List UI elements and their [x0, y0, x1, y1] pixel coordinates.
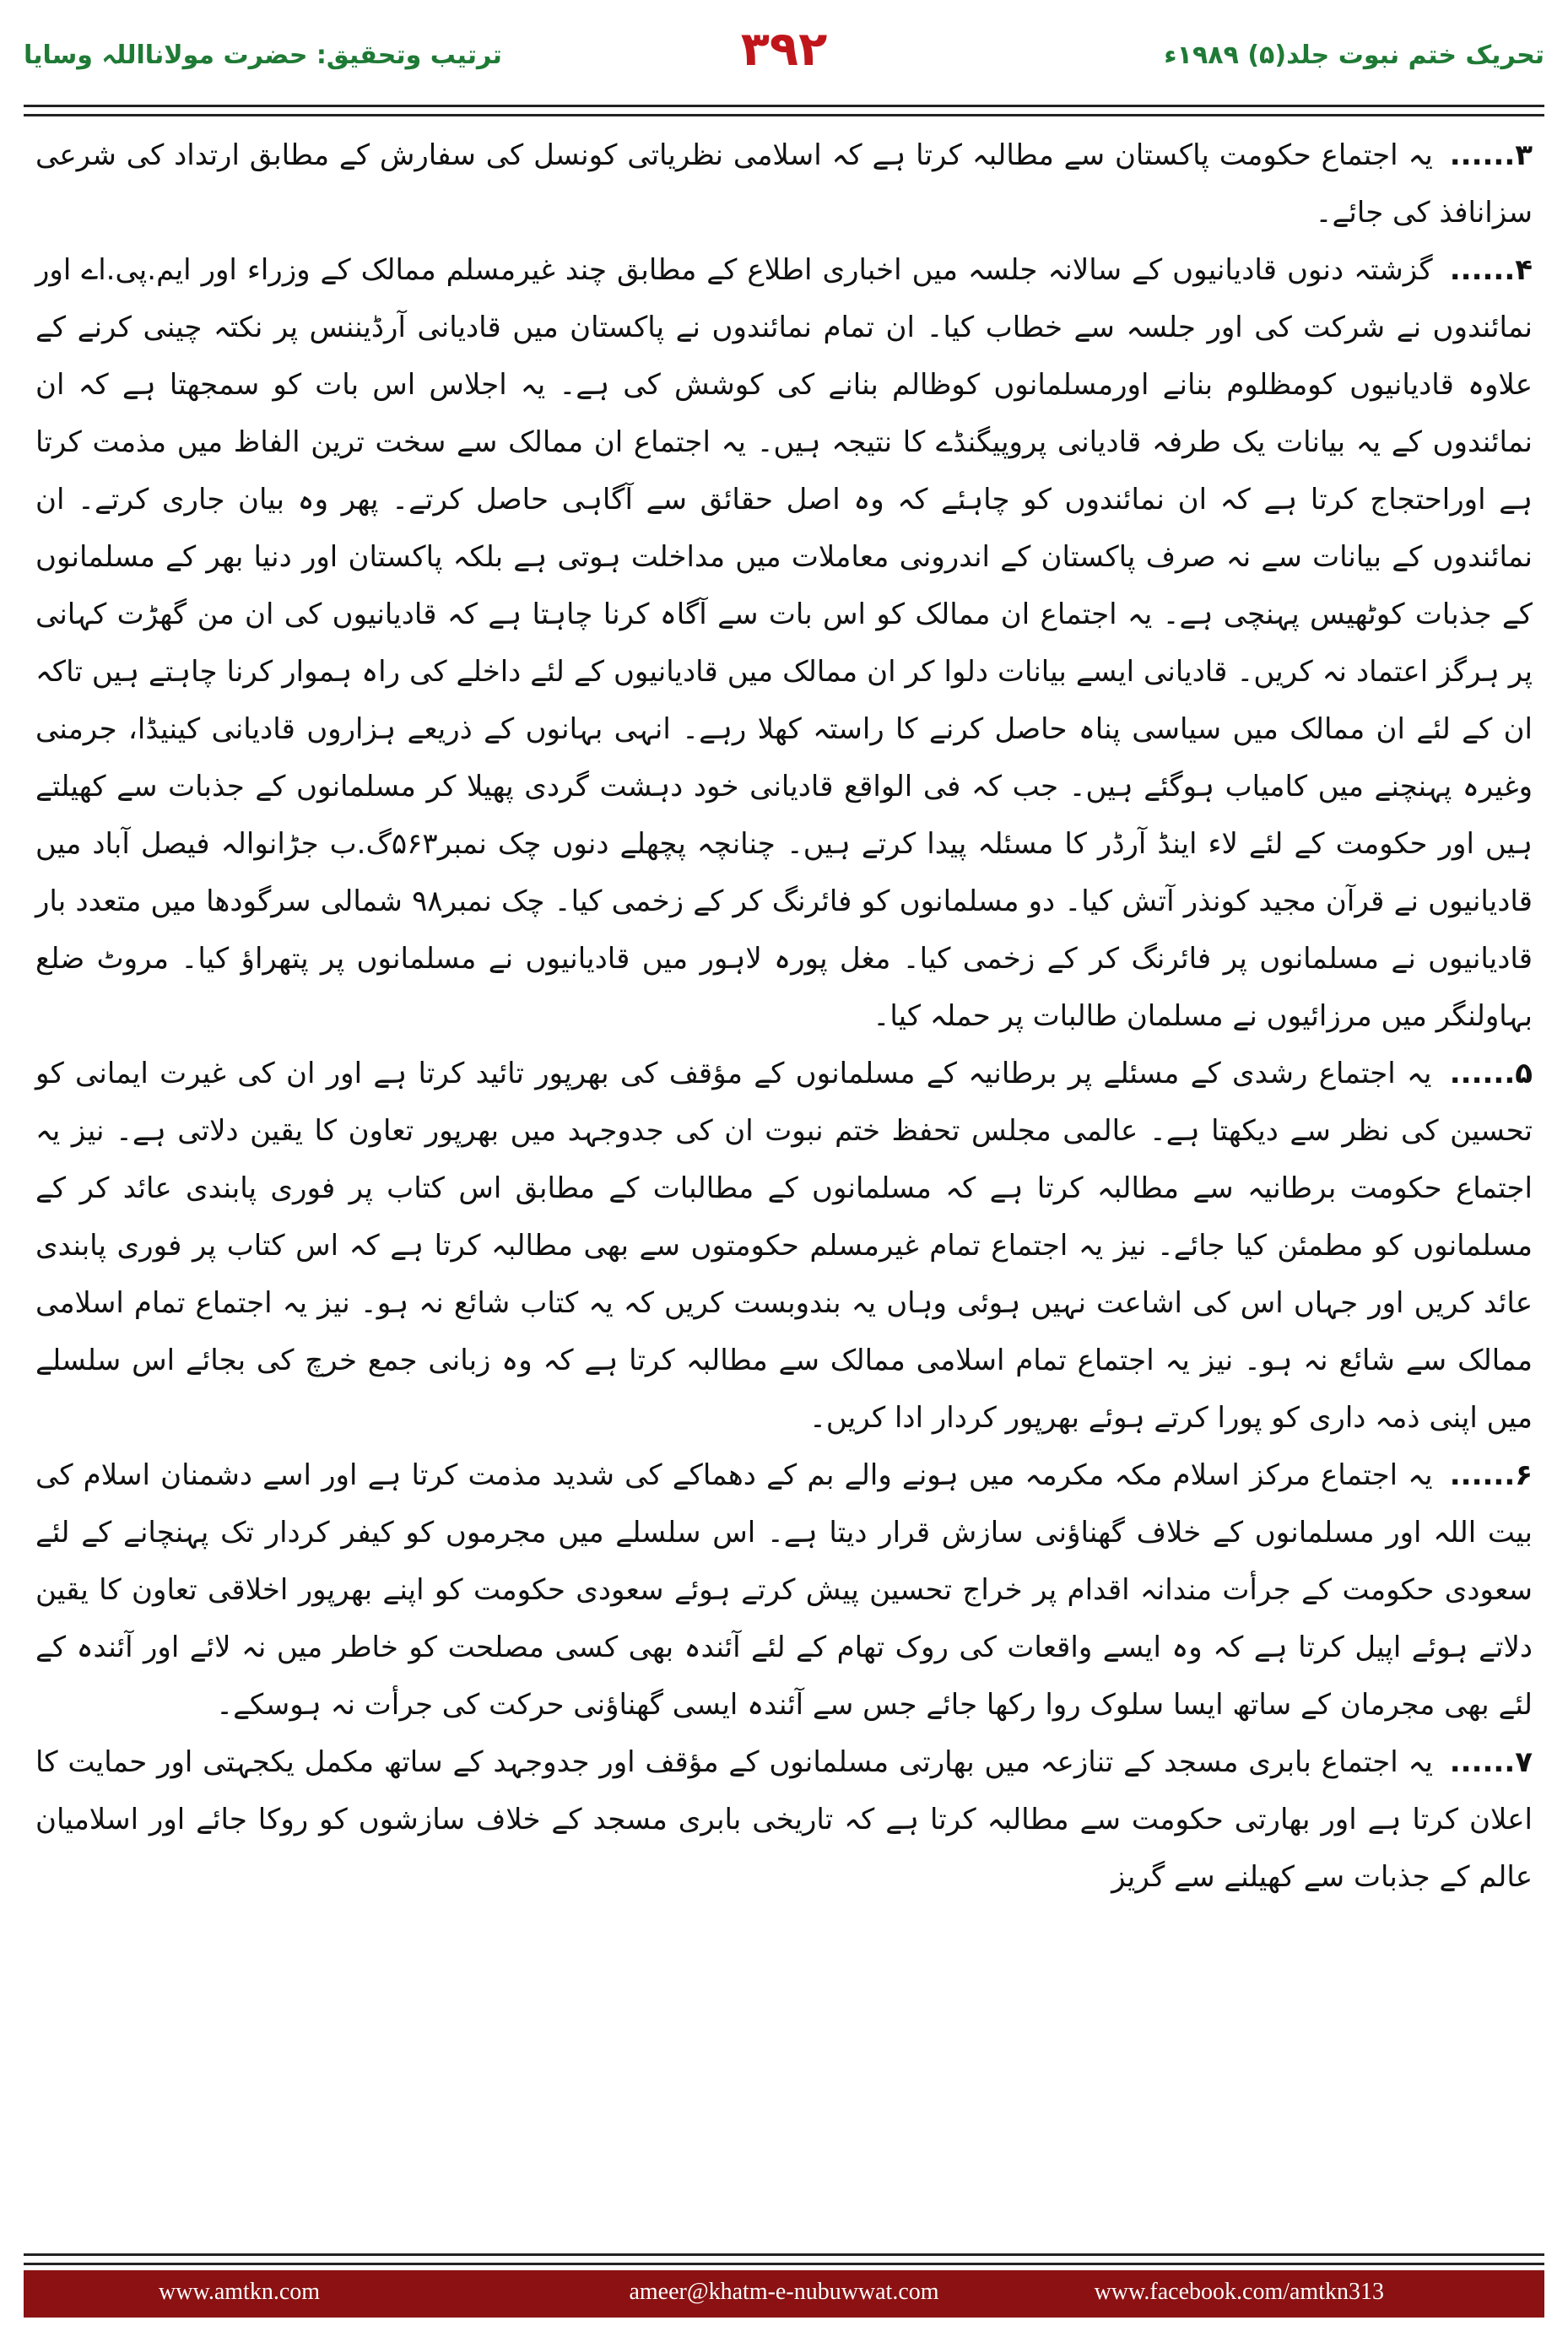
footer-email-link[interactable]: ameer@khatm-e-nubuwwat.com: [629, 2279, 939, 2305]
paragraph-3: [35, 127, 1533, 241]
paragraph-number: ۴......: [1449, 253, 1533, 287]
page-number: ۳۹۲: [740, 22, 828, 77]
footer-website-link[interactable]: www.amtkn.com: [159, 2279, 321, 2305]
paragraph-5: [35, 1045, 1533, 1447]
paragraph-text: یہ اجتماع بابری مسجد کے تنازعہ میں بھارتی مسلمانوں کے مؤقف اور جدوجہد کے ساتھ مکمل یکجہتی اور حمایت کا اعلان کرتا ہے اور بھارتی حکومت سے مطالبہ کرتا ہے کہ تاریخی بابری مسجد کے خلاف سازشوں کو روکا جائے اور اسلامیان عالم کے جذبات سے کھیلنے سے گریز: [35, 1745, 1533, 1894]
paragraph-text: گزشتہ دنوں قادیانیوں کے سالانہ جلسہ میں اخباری اطلاع کے مطابق چند غیرمسلم ممالک کے وزراء اور ایم.پی.اے اور نمائندوں نے شرکت کی اور جلسہ سے خطاب کیا۔ ان تمام نمائندوں نے پاکستان میں قادیانی آرڈیننس پر نکتہ چینی کرنے کے علاوہ قادیانیوں کومظلوم بنانے اورمسلمانوں کوظالم بنانے کی کوشش کی ہے۔ یہ اجلاس اس بات کو سمجھتا ہے کہ ان نمائندوں کے یہ بیانات یک طرفہ قادیانی پروپیگنڈے کا نتیجہ ہیں۔ یہ اجتماع ان ممالک سے سخت ترین الفاظ میں مذمت کرتا ہے اوراحتجاج کرتا ہے کہ ان نمائندوں کو چاہئے کہ وہ اصل حقائق سے آگاہی حاصل کرتے۔ پھر وہ بیان جاری کرتے۔ ان نمائندوں کے بیانات سے نہ صرف پاکستان کے اندرونی معاملات میں مداخلت ہوتی ہے بلکہ پاکستان اور دنیا بھر کے مسلمانوں کے جذبات کوٹھیس پہنچی ہے۔ یہ اجتماع ان ممالک کو اس بات سے آگاہ کرنا چاہتا ہے کہ قادیانیوں کی ان من گھڑت کہانی پر ہرگز اعتماد نہ کریں۔ قادیانی ایسے بیانات دلوا کر ان ممالک میں قادیانیوں کے لئے داخلے کی راہ ہموار کرنا چاہتے ہیں تاکہ ان کے لئے ان ممالک میں سیاسی پناہ حاصل کرنے کا راستہ کھلا رہے۔ انہی بہانوں کے ذریعے ہزاروں قادیانی کینیڈا، جرمنی وغیرہ پہنچنے میں کامیاب ہوگئے ہیں۔ جب کہ فی الواقع قادیانی خود دہشت گردی پھیلا کر مسلمانوں کے جذبات سے کھیلتے ہیں اور حکومت کے لئے لاء اینڈ آرڈر کا مسئلہ پیدا کرتے ہیں۔ چنانچہ پچھلے دنوں چک نمبر۵۶۳گ.ب جڑانوالہ فیصل آباد میں قادیانیوں نے قرآن مجید کونذر آتش کیا۔ دو مسلمانوں کو فائرنگ کر کے زخمی کیا۔ چک نمبر۹۸ شمالی سرگودھا میں متعدد بار قادیانیوں نے مسلمانوں پر فائرنگ کر کے زخمی کیا۔ مغل پورہ لاہور میں قادیانیوں نے مسلمانوں پر پتھراؤ کیا۔ مروٹ ضلع بہاولنگر میں مرزائیوں نے مسلمان طالبات پر حملہ کیا۔: [35, 253, 1533, 1033]
paragraph-7: [35, 1734, 1533, 1906]
page-footer: [24, 2270, 1544, 2318]
page-body: [35, 127, 1533, 2215]
paragraph-text: یہ اجتماع مرکز اسلام مکہ مکرمہ میں ہونے والے بم کے دھماکے کی شدید مذمت کرتا ہے اور اسے دشمنان اسلام کی بیت اللہ اور مسلمانوں کے خلاف گھناؤنی سازش قرار دیتا ہے۔ اس سلسلے میں مجرموں کو کیفر کردار تک پہنچانے کے لئے سعودی حکومت کے جرأت مندانہ اقدام پر خراج تحسین پیش کرتے ہوئے سعودی حکومت کو اپنے بھرپور اخلاقی تعاون کا یقین دلاتے ہوئے اپیل کرتا ہے کہ وہ ایسے واقعات کی روک تھام کے لئے آئندہ بھی کسی مصلحت کو خاطر میں نہ لائے اور آئندہ کے لئے بھی مجرمان کے ساتھ ایسا سلوک روا رکھا جائے جس سے آئندہ ایسی گھناؤنی حرکت کی جرأت نہ ہوسکے۔: [35, 1458, 1533, 1722]
paragraph-text: یہ اجتماع رشدی کے مسئلے پر برطانیہ کے مسلمانوں کے مؤقف کی بھرپور تائید کرتا ہے اور ان کی غیرت ایمانی کو تحسین کی نظر سے دیکھتا ہے۔ عالمی مجلس تحفظ ختم نبوت ان کی جدوجہد میں بھرپور تعاون کا یقین دلاتی ہے۔ نیز یہ اجتماع حکومت برطانیہ سے مطالبہ کرتا ہے کہ مسلمانوں کے مطالبات کے مطابق اس کتاب پر فوری پابندی عائد کر کے مسلمانوں کو مطمئن کیا جائے۔ نیز یہ اجتماع تمام غیرمسلم حکومتوں سے بھی مطالبہ کرتا ہے کہ اس کتاب پر فوری پابندی عائد کریں اور جہاں اس کی اشاعت نہیں ہوئی وہاں یہ بندوبست کریں کہ یہ کتاب شائع نہ ہو۔ نیز یہ اجتماع تمام اسلامی ممالک سے شائع نہ ہو۔ نیز یہ اجتماع تمام اسلامی ممالک سے مطالبہ کرتا ہے کہ وہ زبانی جمع خرچ کی بجائے اس سلسلے میں اپنی ذمہ داری کو پورا کرتے ہوئے بھرپور کردار ادا کریں۔: [35, 1057, 1533, 1435]
footer-facebook-link[interactable]: www.facebook.com/amtkn313: [1094, 2279, 1384, 2305]
header-book-title: تحریک ختم نبوت جلد(۵) ۱۹۸۹ء: [1164, 41, 1544, 70]
paragraph-text: یہ اجتماع حکومت پاکستان سے مطالبہ کرتا ہے کہ اسلامی نظریاتی کونسل کی سفارش کے مطابق ارتداد کی شرعی سزانافذ کی جائے۔: [35, 138, 1533, 230]
paragraph-number: ۶......: [1449, 1458, 1533, 1492]
paragraph-number: ۳......: [1449, 138, 1533, 172]
paragraph-number: ۷......: [1449, 1745, 1533, 1779]
header-author: ترتیب وتحقیق: حضرت مولانااللہ وسایا: [24, 41, 502, 70]
header-divider: [24, 105, 1544, 116]
paragraph-4: [35, 241, 1533, 1045]
footer-divider: [24, 2253, 1544, 2265]
paragraph-number: ۵......: [1449, 1057, 1533, 1090]
page-header: [24, 15, 1544, 100]
paragraph-6: [35, 1447, 1533, 1734]
